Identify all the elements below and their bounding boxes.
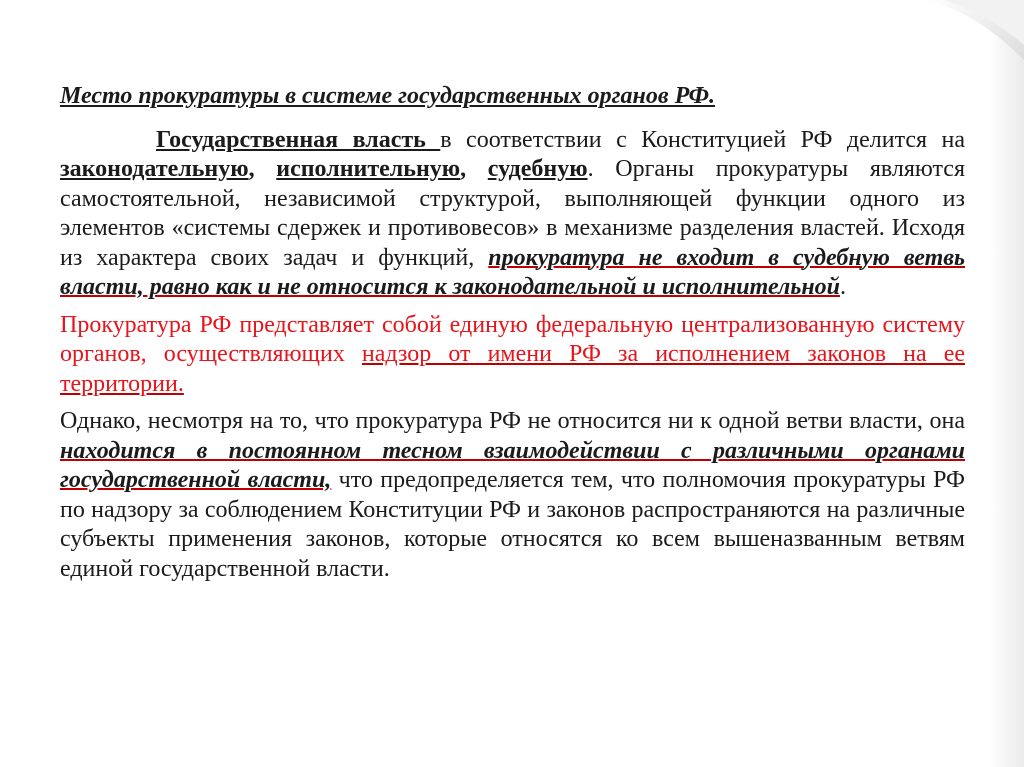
emphasis-interaction: находится в постоянном тесном взаимодействии с различными органами государственной власти, bbox=[60, 437, 965, 493]
slide-content bbox=[60, 82, 965, 584]
paragraph-interaction: Однако, несмотря на то, что прокуратура РФ не относится ни к одной ветви власти, она находится в постоянном тесном взаимодействии с различными органами государственной власти, что предопределяется тем, что полномочия прокуратуры РФ по надзору за соблюдением Конституции РФ и законов распространяются на различные субъекты применения законов, которые относятся ко всем вышеназванным ветвям единой государственной власти. bbox=[60, 408, 966, 582]
supervision-phrase: надзор от имени РФ за исполнением законов на ее территории. bbox=[60, 341, 965, 397]
paragraph-branches: Государственная власть в соответствии с Конституцией РФ делится на законодательную, исполнительную, судебную. Органы прокуратуры являются самостоятельной, независимой структурой, выполняющей функции одного из элементов «системы сдержек и противовесов» в механизме разделения властей. Исходя из характера своих задач и функций, прокуратура не входит в судебную ветвь власти, равно как и не относится к законодательной и исполнительной. bbox=[60, 126, 965, 300]
term-state-power: Государственная власть bbox=[156, 126, 441, 153]
branch-legislative: законодательную bbox=[60, 156, 249, 182]
paragraph-definition: Прокуратура РФ представляет собой единую федеральную централизованную систему органов, осуществляющих надзор от имени РФ за исполнением законов на ее территории. bbox=[60, 311, 965, 397]
branch-judicial: судебную bbox=[487, 156, 588, 182]
branch-executive: исполнительную bbox=[276, 156, 461, 182]
slide-title: Место прокуратуры в системе государственных органов РФ. bbox=[60, 83, 715, 109]
emphasis-not-branch: прокуратура не входит в судебную ветвь власти, равно как и не относится к законодательной и исполнительной bbox=[60, 244, 965, 300]
